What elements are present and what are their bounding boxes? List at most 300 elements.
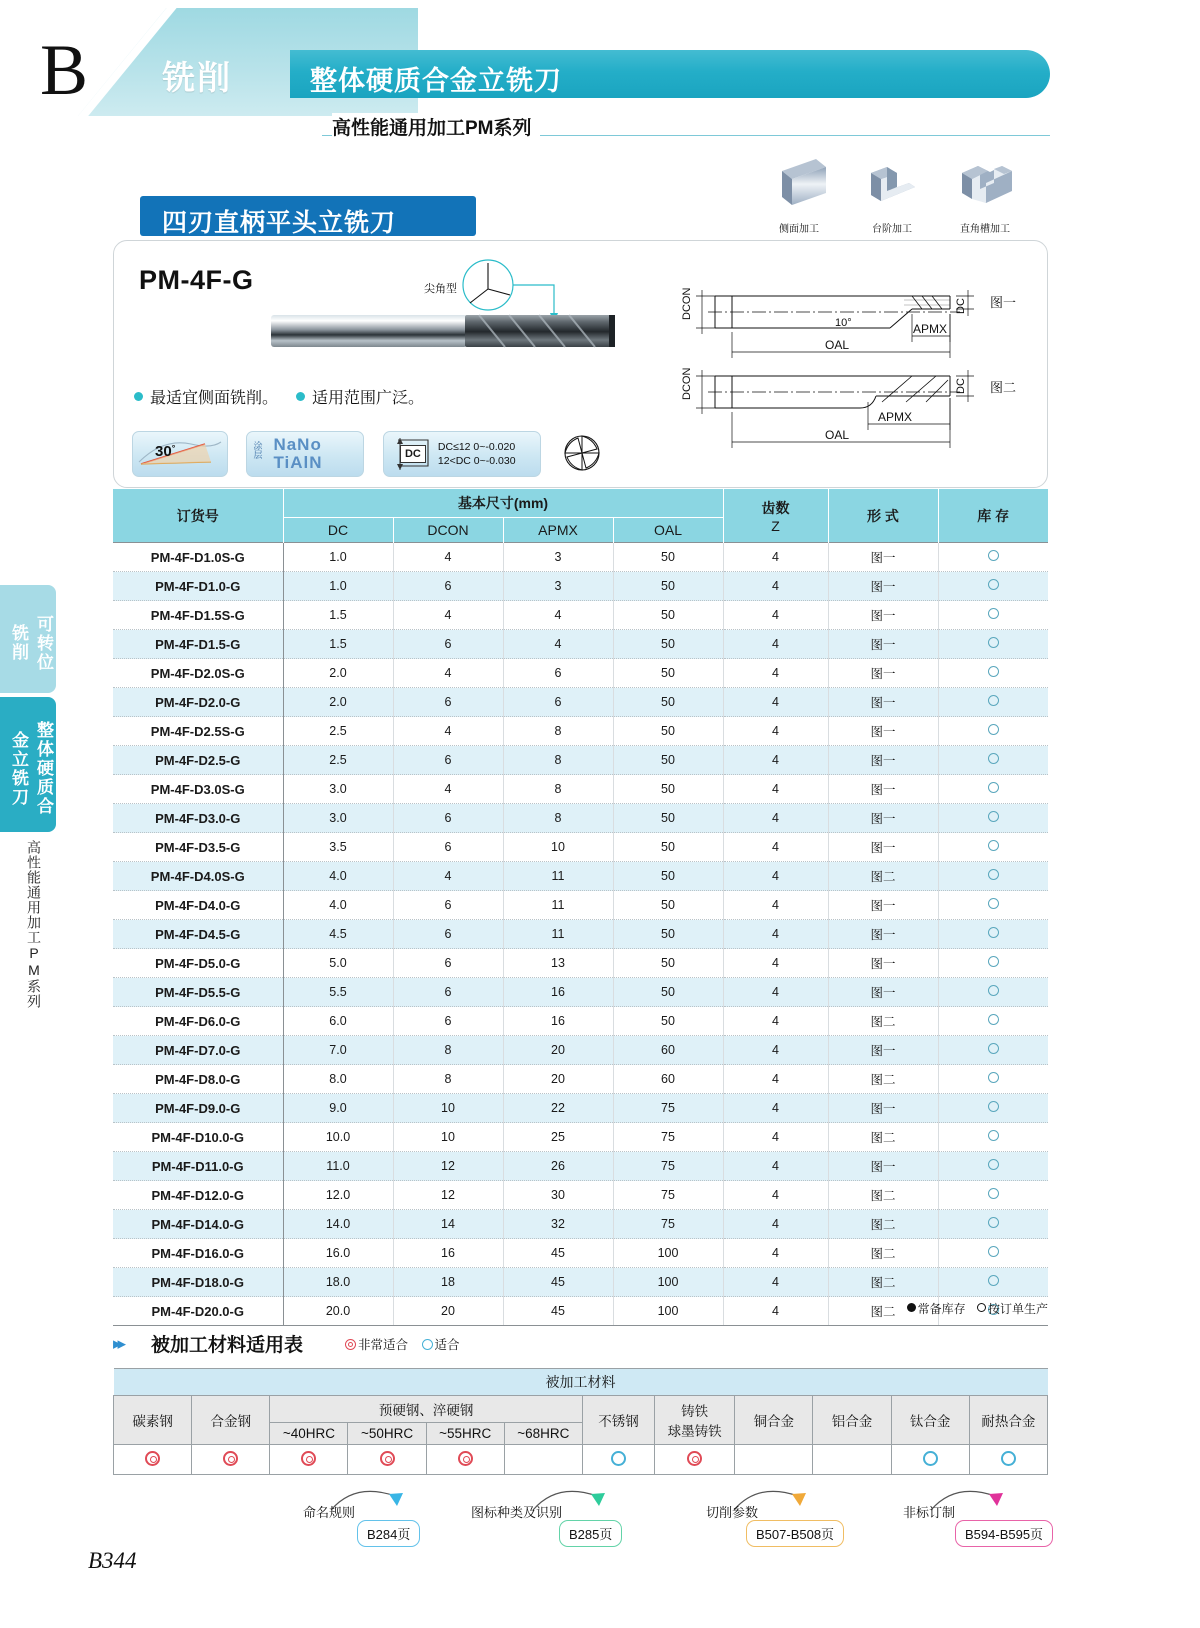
cell-form: 图二	[828, 1007, 938, 1036]
material-rating-very-suitable	[114, 1445, 192, 1475]
process-icon-label: 直角槽加工	[960, 224, 1010, 235]
cell-oal: 50	[613, 920, 723, 949]
filled-circle-icon	[907, 1303, 916, 1312]
cell-dc: 3.0	[283, 804, 393, 833]
material-rating-very-suitable	[348, 1445, 426, 1475]
cell-form: 图一	[828, 891, 938, 920]
fig2-label: 图二	[990, 380, 1017, 395]
footer-link-page[interactable]: B284页	[357, 1520, 420, 1547]
cell-oal: 50	[613, 572, 723, 601]
cell-order-no: PM-4F-D3.5-G	[113, 833, 283, 862]
cell-dc: 14.0	[283, 1210, 393, 1239]
cell-order-no: PM-4F-D5.5-G	[113, 978, 283, 1007]
cell-dcon: 6	[393, 891, 503, 920]
feature-bullet-text: 最适宜侧面铣削。	[150, 390, 279, 407]
stock-open-circle-icon	[988, 1014, 999, 1025]
cell-apmx: 8	[503, 746, 613, 775]
mat-col-68hrc: ~68HRC	[504, 1423, 582, 1445]
cell-stock	[938, 978, 1048, 1007]
product-title-tab	[140, 196, 476, 236]
cell-teeth: 4	[723, 1123, 828, 1152]
cell-form: 图一	[828, 775, 938, 804]
table-row	[113, 1268, 1048, 1297]
cell-oal: 75	[613, 1181, 723, 1210]
double-ring-red-icon	[301, 1451, 316, 1466]
material-legend	[345, 1335, 460, 1353]
ring-blue-icon	[422, 1339, 433, 1350]
apmx-label-fig1: APMX	[913, 322, 948, 336]
cell-stock	[938, 572, 1048, 601]
cell-dcon: 8	[393, 1065, 503, 1094]
cell-order-no: PM-4F-D6.0-G	[113, 1007, 283, 1036]
stock-open-circle-icon	[988, 1275, 999, 1286]
stock-open-circle-icon	[988, 1246, 999, 1257]
col-apmx: APMX	[503, 518, 613, 543]
oal-label-fig1: OAL	[825, 338, 850, 352]
material-section-title: 被加工材料适用表	[151, 1335, 304, 1356]
cell-dc: 4.5	[283, 920, 393, 949]
material-rating-suitable	[969, 1445, 1047, 1475]
cell-apmx: 16	[503, 1007, 613, 1036]
cell-teeth: 4	[723, 1210, 828, 1239]
cell-oal: 50	[613, 630, 723, 659]
cell-stock	[938, 775, 1048, 804]
dc-label-fig1: DC	[955, 298, 967, 314]
table-row	[113, 572, 1048, 601]
process-icon-side-milling	[757, 157, 841, 235]
cell-apmx: 11	[503, 862, 613, 891]
cell-apmx: 25	[503, 1123, 613, 1152]
cell-order-no: PM-4F-D2.0S-G	[113, 659, 283, 688]
sidebar-tab-indexable[interactable]	[0, 585, 56, 693]
cell-dcon: 6	[393, 920, 503, 949]
angle-label-fig1: 10°	[835, 317, 852, 329]
material-rating-none	[504, 1445, 582, 1475]
product-feature-bullets	[134, 385, 442, 408]
process-icon-step-milling	[850, 157, 934, 235]
sidebar-tab-label: 可转位	[34, 614, 53, 672]
col-basic-dims: 基本尺寸(mm)	[283, 489, 723, 518]
cell-teeth: 4	[723, 1094, 828, 1123]
material-rating-very-suitable	[655, 1445, 735, 1475]
cell-teeth: 4	[723, 659, 828, 688]
footer-link-page[interactable]: B285页	[559, 1520, 622, 1547]
cell-stock	[938, 630, 1048, 659]
cell-teeth: 4	[723, 804, 828, 833]
coating-badge	[246, 431, 364, 477]
table-row	[113, 1036, 1048, 1065]
sidebar-tab-label: 整体硬质合	[34, 721, 53, 816]
product-title: 四刃直柄平头立铣刀	[162, 209, 397, 237]
cell-form: 图一	[828, 978, 938, 1007]
cell-dc: 5.0	[283, 949, 393, 978]
cell-teeth: 4	[723, 601, 828, 630]
cell-oal: 100	[613, 1268, 723, 1297]
tolerance-values: DC≤12 0~-0.020 12<DC 0~-0.030	[437, 441, 516, 467]
cell-apmx: 22	[503, 1094, 613, 1123]
sidebar-tab-solid-carbide[interactable]	[0, 697, 56, 832]
cell-stock	[938, 804, 1048, 833]
double-ring-red-icon	[687, 1451, 702, 1466]
cell-dc: 2.0	[283, 688, 393, 717]
cell-form: 图二	[828, 1239, 938, 1268]
cell-teeth: 4	[723, 949, 828, 978]
double-ring-red-icon	[223, 1451, 238, 1466]
cell-dc: 11.0	[283, 1152, 393, 1181]
cell-dcon: 10	[393, 1123, 503, 1152]
cell-dc: 8.0	[283, 1065, 393, 1094]
cell-stock	[938, 1036, 1048, 1065]
cell-dc: 4.0	[283, 862, 393, 891]
cell-oal: 75	[613, 1123, 723, 1152]
footer-link-page[interactable]: B507-B508页	[746, 1520, 844, 1547]
cell-apmx: 45	[503, 1268, 613, 1297]
coating-name: NaNo TiAlN	[273, 435, 323, 472]
mat-col-50hrc: ~50HRC	[348, 1423, 426, 1445]
cell-dc: 16.0	[283, 1239, 393, 1268]
cell-teeth: 4	[723, 775, 828, 804]
cell-teeth: 4	[723, 746, 828, 775]
cell-order-no: PM-4F-D2.5-G	[113, 746, 283, 775]
mat-col-55hrc: ~55HRC	[426, 1423, 504, 1445]
cell-apmx: 45	[503, 1297, 613, 1326]
mat-col-alloy: 合金钢	[192, 1396, 270, 1445]
mat-col-copper: 铜合金	[735, 1396, 813, 1445]
cell-stock	[938, 659, 1048, 688]
col-oal: OAL	[613, 518, 723, 543]
sidebar-series-label: 高性能通用加工PM系列	[26, 840, 42, 1009]
section-category: 铣削	[162, 59, 232, 96]
cell-order-no: PM-4F-D1.5-G	[113, 630, 283, 659]
cell-teeth: 4	[723, 1036, 828, 1065]
col-dcon: DCON	[393, 518, 503, 543]
stock-open-circle-icon	[988, 927, 999, 938]
cell-stock	[938, 1007, 1048, 1036]
cell-stock	[938, 1065, 1048, 1094]
cell-apmx: 8	[503, 775, 613, 804]
cell-order-no: PM-4F-D3.0-G	[113, 804, 283, 833]
cell-dc: 1.0	[283, 543, 393, 572]
cell-teeth: 4	[723, 717, 828, 746]
cell-dcon: 6	[393, 978, 503, 1007]
cell-oal: 50	[613, 891, 723, 920]
cell-order-no: PM-4F-D14.0-G	[113, 1210, 283, 1239]
cell-apmx: 8	[503, 717, 613, 746]
stock-legend-filled-label: 常备库存	[917, 1302, 966, 1316]
cell-apmx: 32	[503, 1210, 613, 1239]
cell-order-no: PM-4F-D5.0-G	[113, 949, 283, 978]
cell-form: 图一	[828, 572, 938, 601]
cell-dcon: 12	[393, 1181, 503, 1210]
legend-very-suitable-label: 非常适合	[358, 1338, 409, 1352]
table-row	[113, 659, 1048, 688]
cell-dcon: 20	[393, 1297, 503, 1326]
stock-open-circle-icon	[988, 1043, 999, 1054]
stock-open-circle-icon	[988, 695, 999, 706]
cell-teeth: 4	[723, 543, 828, 572]
material-rating-very-suitable	[426, 1445, 504, 1475]
cell-stock	[938, 1152, 1048, 1181]
cell-dcon: 12	[393, 1152, 503, 1181]
cell-dcon: 16	[393, 1239, 503, 1268]
cell-apmx: 4	[503, 601, 613, 630]
table-row	[113, 775, 1048, 804]
cell-oal: 50	[613, 746, 723, 775]
cell-oal: 75	[613, 1152, 723, 1181]
table-row	[113, 891, 1048, 920]
cell-dc: 5.5	[283, 978, 393, 1007]
cell-form: 图一	[828, 601, 938, 630]
footer-link-label: 图标种类及识别	[471, 1505, 563, 1520]
sidebar-tab-sublabel: 金立铣刀	[9, 730, 28, 807]
stock-open-circle-icon	[988, 1072, 999, 1083]
cell-oal: 50	[613, 601, 723, 630]
cell-dcon: 6	[393, 1007, 503, 1036]
cell-oal: 50	[613, 1007, 723, 1036]
cell-apmx: 20	[503, 1036, 613, 1065]
cell-oal: 50	[613, 717, 723, 746]
table-row	[113, 717, 1048, 746]
cell-order-no: PM-4F-D1.0-G	[113, 572, 283, 601]
mat-col-hardened-group: 预硬钢、淬硬钢	[270, 1396, 583, 1423]
cell-order-no: PM-4F-D1.5S-G	[113, 601, 283, 630]
cell-teeth: 4	[723, 920, 828, 949]
table-row	[113, 1094, 1048, 1123]
table-row	[113, 978, 1048, 1007]
stock-open-circle-icon	[988, 840, 999, 851]
table-row	[113, 630, 1048, 659]
cell-teeth: 4	[723, 688, 828, 717]
feature-bullet-1	[134, 385, 278, 408]
stock-open-circle-icon	[988, 608, 999, 619]
tolerance-badge	[383, 431, 541, 477]
cell-stock	[938, 1123, 1048, 1152]
mat-col-cast-iron: 铸铁 球墨铸铁	[655, 1396, 735, 1445]
stock-open-circle-icon	[988, 869, 999, 880]
cell-dcon: 4	[393, 717, 503, 746]
material-rating-none	[813, 1445, 891, 1475]
dc-box-label: DC	[400, 445, 426, 463]
section-letter: B	[40, 30, 89, 110]
material-rating-suitable	[891, 1445, 969, 1475]
cell-stock	[938, 688, 1048, 717]
cell-form: 图一	[828, 543, 938, 572]
cell-order-no: PM-4F-D20.0-G	[113, 1297, 283, 1326]
cell-apmx: 13	[503, 949, 613, 978]
cell-order-no: PM-4F-D16.0-G	[113, 1239, 283, 1268]
col-stock: 库 存	[938, 489, 1048, 543]
cell-dcon: 14	[393, 1210, 503, 1239]
cell-dc: 1.0	[283, 572, 393, 601]
technical-drawing	[660, 262, 1045, 462]
cell-apmx: 11	[503, 891, 613, 920]
cell-dc: 2.5	[283, 717, 393, 746]
table-row	[113, 1123, 1048, 1152]
cell-dc: 1.5	[283, 601, 393, 630]
coating-label: 涂层	[252, 441, 263, 459]
footer-link-label: 切削参数	[706, 1505, 759, 1520]
cell-apmx: 10	[503, 833, 613, 862]
endmill-product-image	[269, 301, 619, 361]
cell-dc: 18.0	[283, 1268, 393, 1297]
footer-link-page[interactable]: B594-B595页	[955, 1520, 1053, 1547]
cell-oal: 50	[613, 862, 723, 891]
cell-dcon: 6	[393, 572, 503, 601]
cell-stock	[938, 949, 1048, 978]
material-suitability-table	[113, 1368, 1048, 1475]
table-row	[113, 804, 1048, 833]
cell-dc: 3.5	[283, 833, 393, 862]
stock-open-circle-icon	[988, 1188, 999, 1199]
cell-teeth: 4	[723, 572, 828, 601]
cell-oal: 100	[613, 1239, 723, 1268]
cell-oal: 50	[613, 804, 723, 833]
cell-oal: 50	[613, 659, 723, 688]
tip-type-label: 尖角型	[424, 283, 457, 295]
col-dc: DC	[283, 518, 393, 543]
cell-oal: 60	[613, 1065, 723, 1094]
material-rating-none	[735, 1445, 813, 1475]
double-ring-red-icon	[145, 1451, 160, 1466]
open-circle-icon	[977, 1303, 986, 1312]
cell-form: 图二	[828, 1268, 938, 1297]
process-icon-square-slot	[943, 157, 1027, 235]
cell-oal: 75	[613, 1210, 723, 1239]
ring-blue-icon	[611, 1451, 626, 1466]
stock-open-circle-icon	[988, 637, 999, 648]
stock-open-circle-icon	[988, 898, 999, 909]
cell-oal: 50	[613, 543, 723, 572]
cell-order-no: PM-4F-D10.0-G	[113, 1123, 283, 1152]
cell-teeth: 4	[723, 1239, 828, 1268]
cell-dcon: 6	[393, 688, 503, 717]
cell-oal: 50	[613, 775, 723, 804]
stock-legend	[907, 1300, 1048, 1317]
cell-dcon: 6	[393, 833, 503, 862]
cell-order-no: PM-4F-D18.0-G	[113, 1268, 283, 1297]
cell-oal: 50	[613, 949, 723, 978]
cell-teeth: 4	[723, 833, 828, 862]
material-band-title: 被加工材料	[114, 1369, 1048, 1396]
stock-open-circle-icon	[988, 1159, 999, 1170]
cell-teeth: 4	[723, 862, 828, 891]
cell-order-no: PM-4F-D4.0-G	[113, 891, 283, 920]
col-order-no: 订货号	[113, 489, 283, 543]
cell-order-no: PM-4F-D4.5-G	[113, 920, 283, 949]
ring-blue-icon	[923, 1451, 938, 1466]
fig1-label: 图一	[990, 295, 1017, 310]
cell-oal: 50	[613, 978, 723, 1007]
cell-form: 图一	[828, 1152, 938, 1181]
cell-apmx: 20	[503, 1065, 613, 1094]
side-milling-icon	[764, 157, 834, 213]
cell-dc: 4.0	[283, 891, 393, 920]
material-section-header	[113, 1330, 1048, 1356]
bullet-dot-icon	[134, 392, 143, 401]
cell-dc: 2.5	[283, 746, 393, 775]
square-slot-milling-icon	[950, 157, 1020, 213]
stock-legend-open-label: 按订单生产	[987, 1302, 1048, 1316]
cell-teeth: 4	[723, 1181, 828, 1210]
cell-teeth: 4	[723, 1065, 828, 1094]
cell-dcon: 4	[393, 543, 503, 572]
stock-legend-row	[113, 1300, 1048, 1318]
cell-dcon: 6	[393, 949, 503, 978]
cell-apmx: 16	[503, 978, 613, 1007]
cell-form: 图一	[828, 804, 938, 833]
cell-form: 图一	[828, 746, 938, 775]
cell-teeth: 4	[723, 1152, 828, 1181]
step-milling-icon	[857, 157, 927, 213]
table-row	[113, 949, 1048, 978]
material-band-row	[114, 1369, 1048, 1396]
sidebar-tab-sublabel: 铣削	[9, 624, 28, 662]
cell-form: 图二	[828, 862, 938, 891]
flute-count-badge	[559, 431, 607, 477]
table-row	[113, 601, 1048, 630]
cell-dc: 10.0	[283, 1123, 393, 1152]
stock-open-circle-icon	[988, 1130, 999, 1141]
spec-badges-row	[132, 431, 621, 477]
cell-teeth: 4	[723, 891, 828, 920]
product-spec-table	[113, 489, 1048, 1326]
cell-teeth: 4	[723, 1297, 828, 1326]
cell-dcon: 4	[393, 775, 503, 804]
cell-stock	[938, 1181, 1048, 1210]
helix-angle-icon	[133, 432, 227, 476]
cell-stock	[938, 1210, 1048, 1239]
cell-form: 图一	[828, 949, 938, 978]
page-header	[0, 0, 1200, 145]
cell-stock	[938, 746, 1048, 775]
cell-order-no: PM-4F-D12.0-G	[113, 1181, 283, 1210]
material-rating-row	[114, 1445, 1048, 1475]
stock-open-circle-icon	[988, 1101, 999, 1112]
cell-order-no: PM-4F-D9.0-G	[113, 1094, 283, 1123]
page-subtitle: 高性能通用加工PM系列	[332, 113, 540, 140]
legend-suitable-label: 适合	[434, 1338, 460, 1352]
helix-angle-value: 30°	[155, 443, 176, 460]
mat-col-aluminum: 铝合金	[813, 1396, 891, 1445]
cell-form: 图一	[828, 688, 938, 717]
mat-col-stainless: 不锈钢	[582, 1396, 654, 1445]
four-flute-icon	[559, 431, 605, 475]
dcon-label-fig2: DCON	[681, 367, 693, 400]
cell-dcon: 6	[393, 630, 503, 659]
cell-dc: 6.0	[283, 1007, 393, 1036]
col-teeth: 齿数 Z	[723, 489, 828, 543]
cell-order-no: PM-4F-D2.5S-G	[113, 717, 283, 746]
cell-stock	[938, 862, 1048, 891]
mat-col-carbon: 碳素钢	[114, 1396, 192, 1445]
cell-stock	[938, 833, 1048, 862]
table-row	[113, 1210, 1048, 1239]
cell-dc: 3.0	[283, 775, 393, 804]
cell-apmx: 6	[503, 659, 613, 688]
col-form: 形 式	[828, 489, 938, 543]
cell-apmx: 4	[503, 630, 613, 659]
cell-oal: 60	[613, 1036, 723, 1065]
cell-stock	[938, 543, 1048, 572]
cell-teeth: 4	[723, 630, 828, 659]
cell-form: 图二	[828, 1181, 938, 1210]
cell-stock	[938, 891, 1048, 920]
cell-apmx: 8	[503, 804, 613, 833]
cell-apmx: 3	[503, 572, 613, 601]
cell-apmx: 26	[503, 1152, 613, 1181]
cell-order-no: PM-4F-D2.0-G	[113, 688, 283, 717]
cell-form: 图一	[828, 1036, 938, 1065]
